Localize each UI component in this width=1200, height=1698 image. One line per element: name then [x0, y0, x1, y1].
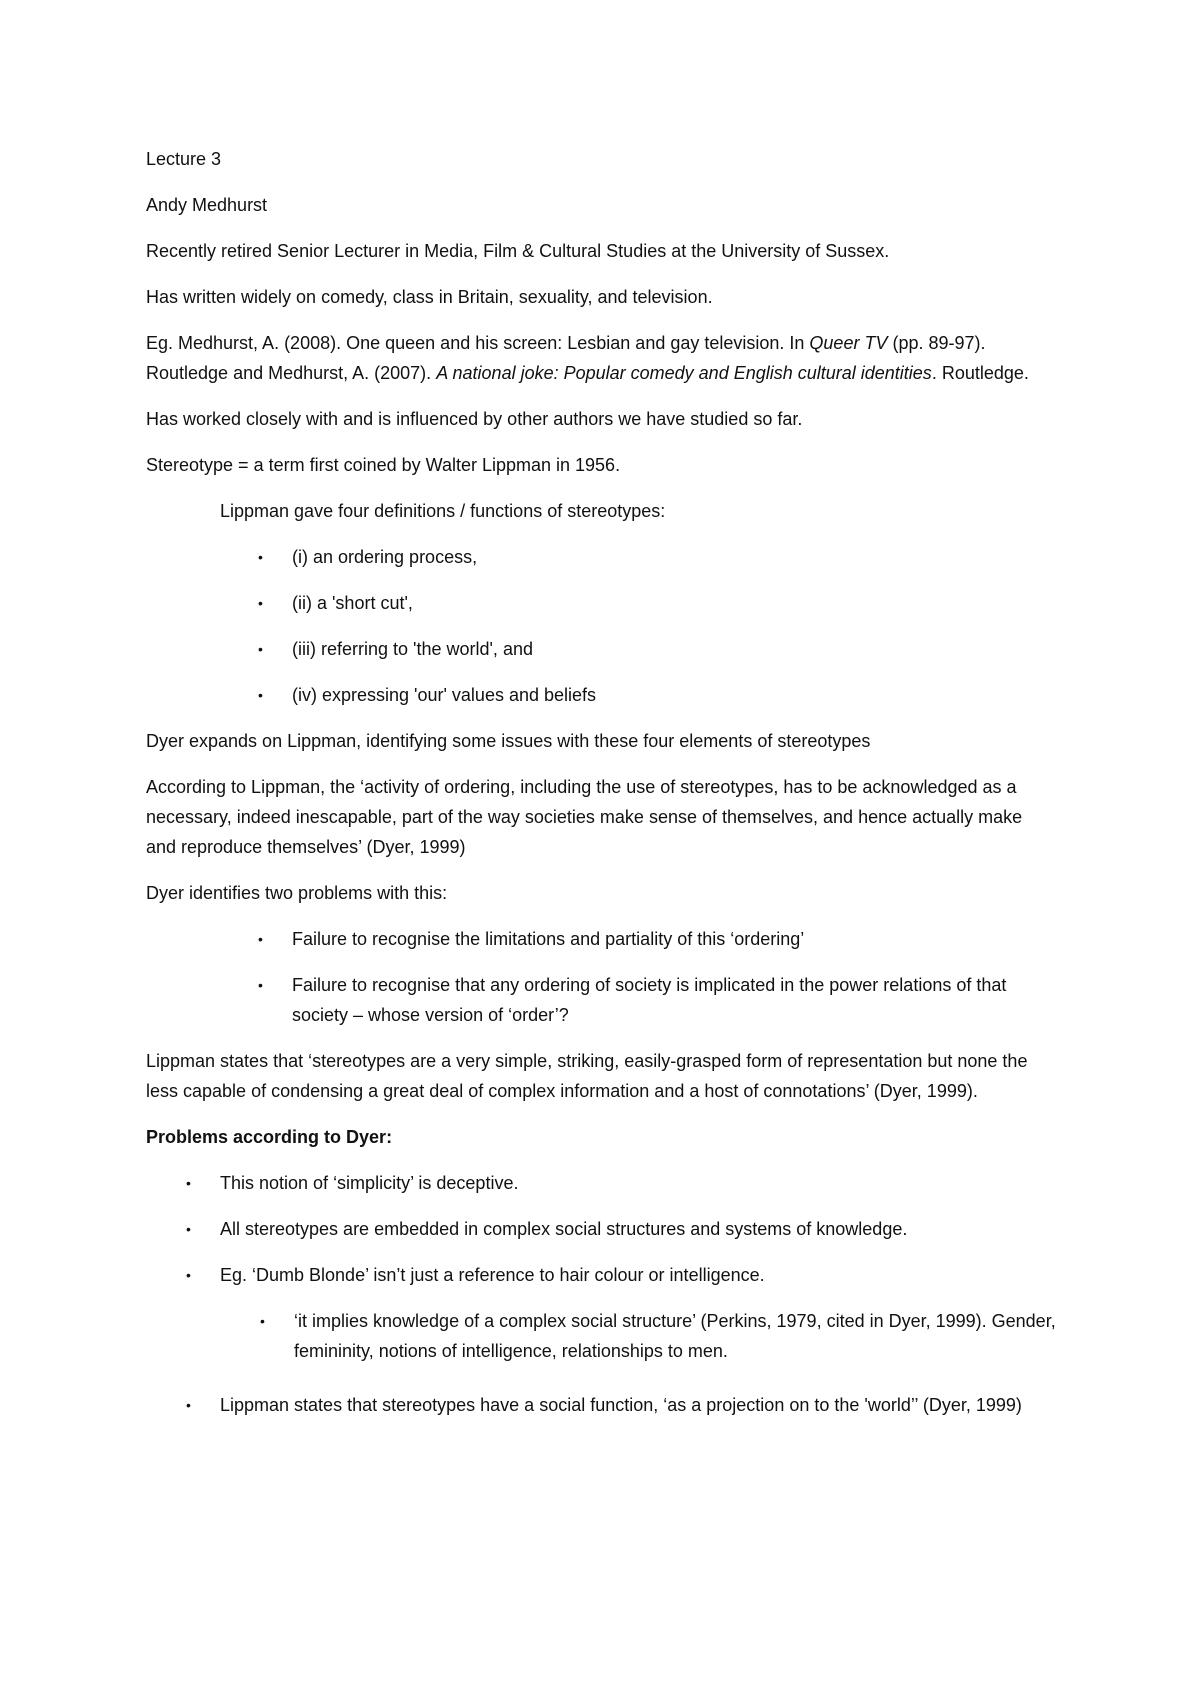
dyer-problems-intro: Dyer identifies two problems with this: [146, 883, 448, 903]
list-item-text: Lippman states that stereotypes have a social function, ‘as a projection on to the 'world’’ (Dyer, 1999) [220, 1395, 1022, 1415]
list-item [186, 1390, 1056, 1420]
list-item-text: Eg. ‘Dumb Blonde’ isn’t just a reference to hair colour or intelligence. [220, 1265, 765, 1285]
bullet-icon: • [258, 595, 263, 611]
document-body [146, 144, 1056, 1436]
list-item [258, 634, 1056, 664]
list-item [258, 588, 1056, 618]
bullet-icon: • [258, 977, 263, 993]
problems-heading: Problems according to Dyer: [146, 1127, 393, 1147]
stereotype-definition: Stereotype = a term first coined by Walter Lippman in 1956. [146, 455, 621, 475]
reference-text-3: . Routledge. [931, 363, 1029, 383]
bullet-icon: • [258, 687, 263, 703]
worked-closely-text: Has worked closely with and is influenced by other authors we have studied so far. [146, 409, 803, 429]
reference-title-national-joke: A national joke: Popular comedy and English cultural identities [436, 363, 932, 383]
list-item [258, 542, 1056, 572]
problems-sublist [220, 1306, 1056, 1366]
list-item-text: (iii) referring to 'the world', and [292, 639, 533, 659]
dyer-expands-text: Dyer expands on Lippman, identifying some issues with these four elements of stereotypes [146, 731, 871, 751]
bullet-icon: • [186, 1175, 191, 1191]
reference-text-2: (pp. 89-97). Routledge and Medhurst, A. (2007). [146, 333, 986, 383]
reference-paragraph [146, 328, 1056, 388]
list-item-text: All stereotypes are embedded in complex social structures and systems of knowledge. [220, 1219, 908, 1239]
list-item [260, 1306, 1056, 1366]
list-item [258, 680, 1056, 710]
list-item [186, 1168, 1056, 1198]
lippman-quote: According to Lippman, the ‘activity of ordering, including the use of stereotypes, has to be acknowledged as a necessary, indeed inescapable, part of the way societies make sense of themselves, and hence actually make and reproduce themselves’ (Dyer, 1999) [146, 777, 1023, 857]
reference-title-queer-tv: Queer TV [809, 333, 888, 353]
speaker-writing: Has written widely on comedy, class in Britain, sexuality, and television. [146, 287, 713, 307]
list-item-text: Failure to recognise that any ordering of society is implicated in the power relations of that society – whose version of ‘order’? [292, 975, 1007, 1025]
bullet-icon: • [260, 1313, 265, 1329]
list-item-text: (iv) expressing 'our' values and beliefs [292, 685, 597, 705]
list-item-text: Failure to recognise the limitations and partiality of this ‘ordering’ [292, 929, 805, 949]
speaker-bio: Recently retired Senior Lecturer in Media, Film & Cultural Studies at the University of Sussex. [146, 241, 890, 261]
list-item [258, 924, 1056, 954]
bullet-icon: • [258, 931, 263, 947]
list-item [258, 970, 1056, 1030]
speaker-name: Andy Medhurst [146, 195, 268, 215]
bullet-icon: • [186, 1267, 191, 1283]
problems-list [146, 1168, 1056, 1420]
lippman-intro: Lippman gave four definitions / functions of stereotypes: [220, 501, 666, 521]
list-item-text: ‘it implies knowledge of a complex social structure’ (Perkins, 1979, cited in Dyer, 1999). Gender, femininity, notions of intelligence, relationships to men. [294, 1311, 1056, 1361]
list-item [186, 1260, 1056, 1366]
lippman-states-text: Lippman states that ‘stereotypes are a very simple, striking, easily-grasped form of representation but none the less capable of condensing a great deal of complex information and a host of connotations’ (Dyer, 1999). [146, 1051, 1028, 1101]
list-item-text: (i) an ordering process, [292, 547, 478, 567]
list-item-text: (ii) a 'short cut', [292, 593, 413, 613]
dyer-problems-list [146, 924, 1056, 1030]
lecture-title: Lecture 3 [146, 149, 222, 169]
lippman-functions-list [146, 542, 1056, 710]
bullet-icon: • [186, 1221, 191, 1237]
list-item-text: This notion of ‘simplicity’ is deceptive. [220, 1173, 519, 1193]
bullet-icon: • [258, 641, 263, 657]
bullet-icon: • [186, 1397, 191, 1413]
bullet-icon: • [258, 549, 263, 565]
reference-text-1: Eg. Medhurst, A. (2008). One queen and his screen: Lesbian and gay television. In [146, 333, 810, 353]
list-item [186, 1214, 1056, 1244]
